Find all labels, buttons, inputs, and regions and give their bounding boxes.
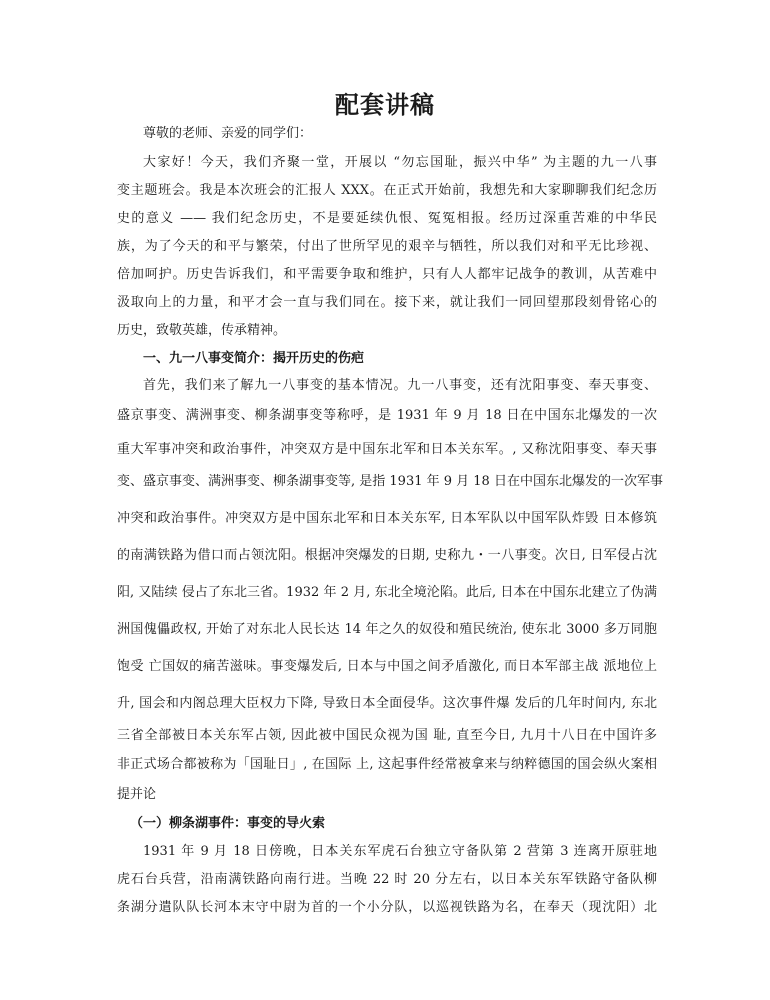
body-line: 升, 国会和内阁总理大臣权力下降, 导致日本全面侵华。这次事件爆 发后的几年时间内, 东北 — [117, 696, 657, 711]
body-line: 首先，我们来了解九一八事变的基本情况。九一八事变，还有沈阳事变、奉天事变、 — [143, 378, 657, 393]
body-line: 重大军事冲突和政治事件，冲突双方是中国东北军和日本关东军。, 又称沈阳事变、奉天事 — [117, 442, 657, 457]
greeting-block — [117, 120, 657, 148]
body-line: 阳, 又陆续 侵占了东北三省。1932 年 2 月, 东北全境沦陷。此后, 日本在中国东北建立了伪满 — [117, 585, 657, 600]
subsection-heading: （一）柳条湖事件：事变的导火索 — [130, 816, 326, 831]
body-line: 冲突和政治事件。冲突双方是中国东北军和日本关东军, 日本军队以中国军队炸毁 日本修筑 — [117, 511, 657, 526]
intro-line: 史的意义 —— 我们纪念历史，不是要延续仇恨、冤冤相报。经历过深重苦难的中华民 — [117, 211, 657, 226]
section-1-paragraph-a — [117, 371, 657, 468]
intro-line: 汲取向上的力量，和平才会一直与我们同在。接下来，就让我们一同回望那段刻骨铭心的 — [117, 295, 657, 310]
body-line: 饱受 亡国奴的痛苦滋味。事变爆发后, 日本与中国之间矛盾激化, 而日本军部主战 派地位上 — [117, 659, 657, 674]
body-line: 三省全部被日本关东军占领, 因此被中国民众视为国 耻, 直至今日, 九月十八日在中国许多 — [117, 728, 657, 743]
section-1-paragraph-b — [117, 463, 663, 810]
intro-line: 族，为了今天的和平与繁荣，付出了世所罕见的艰辛与牺牲，所以我们对和平无比珍视、 — [117, 239, 657, 254]
body-line: 洲国傀儡政权, 开始了对东北人民长达 14 年之久的奴役和殖民统治, 使东北 3000 多万同胞 — [117, 622, 657, 637]
intro-line: 变主题班会。我是本次班会的汇报人 XXX。在正式开始前，我想先和大家聊聊我们纪念历 — [117, 183, 657, 198]
section-1-heading-block — [117, 345, 657, 373]
subsection-1-heading-block — [117, 810, 657, 838]
greeting-line: 尊敬的老师、亲爱的同学们： — [143, 126, 313, 141]
body-line: 的南满铁路为借口而占领沈阳。根据冲突爆发的日期, 史称九・一八事变。次日, 日军侵占沈 — [117, 548, 657, 563]
body-line: 条湖分遣队队长河本末守中尉为首的一个小分队，以巡视铁路为名，在奉天（现沈阳）北 — [117, 900, 657, 915]
intro-line: 大家好！今天，我们齐聚一堂，开展以 “勿忘国耻，振兴中华” 为主题的九一八事 — [143, 155, 657, 170]
body-line: 变、盛京事变、满洲事变、柳条湖事变等, 是指 1931 年 9 月 18 日在中国东北爆发的一次军事 — [117, 474, 663, 489]
intro-line: 历史，致敬英雄，传承精神。 — [117, 323, 287, 338]
section-heading: 一、九一八事变简介：揭开历史的伤疤 — [143, 351, 365, 366]
body-line: 虎石台兵营，沿南满铁路向南行进。当晚 22 时 20 分左右，以日本关东军铁路守备队柳 — [117, 872, 657, 887]
body-line: 盛京事变、满洲事变、柳条湖事变等称呼，是 1931 年 9 月 18 日在中国东北爆发的一次 — [117, 408, 657, 423]
intro-paragraph — [117, 149, 657, 345]
intro-line: 倍加呵护。历史告诉我们，和平需要争取和维护，只有人人都牢记战争的教训，从苦难中 — [117, 267, 657, 282]
body-line: 非正式场合都被称为「国耻日」, 在国际 上, 这起事件经常被拿来与纳粹德国的国会纵火案相 — [117, 757, 657, 772]
body-line: 提并论 — [117, 787, 157, 802]
page-title: 配套讲稿 — [335, 90, 435, 119]
body-line: 1931 年 9 月 18 日傍晚，日本关东军虎石台独立守备队第 2 营第 3 连离开原驻地 — [143, 844, 657, 859]
subsection-1-paragraph — [117, 838, 657, 922]
